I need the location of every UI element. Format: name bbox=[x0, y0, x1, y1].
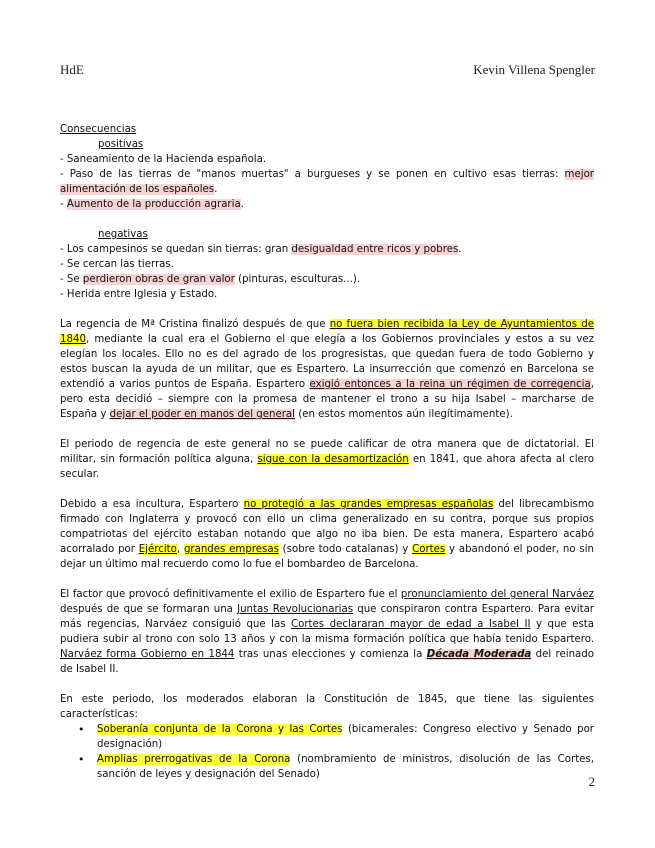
highlight-yellow: no protegió a las grandes empresas españolas bbox=[243, 499, 494, 510]
positive-line-1: - Saneamiento de la Hacienda española. bbox=[60, 154, 267, 165]
highlight-yellow: grandes empresas bbox=[183, 544, 279, 555]
highlight-pink: Década Moderada bbox=[426, 649, 532, 660]
page-number: 2 bbox=[588, 774, 595, 789]
section-title: Consecuencias bbox=[60, 124, 137, 135]
paragraph-constitucion-intro: En este periodo, los moderados elaboran la Constitución de 1845, que tiene las siguientes características: bbox=[60, 694, 594, 720]
underlined-text: Juntas Revolucionarias bbox=[237, 604, 354, 615]
negative-line-2: - Se cercan las tierras. bbox=[60, 259, 174, 270]
positive-line-2: - Paso de las tierras de "manos muertas" a burgueses y se ponen en cultivo esas tierras: mejor alimentación de los españoles. bbox=[60, 169, 594, 195]
highlight-pink: dejar el poder en manos del general bbox=[109, 409, 295, 420]
paragraph-narvaez: El factor que provocó definitivamente el exilio de Espartero fue el pronunciamiento del general Narváez después de que se formaran una Juntas Revolucionarias que conspiraron contra Espartero. Para evitar más regencias, Narváez consiguió que las Cortes declararan mayor de edad a Isabel II y que esta pudiera subir al trono con solo 13 años y con la misma formación política que había tenido Espartero. Narváez forma Gobierno en 1844 tras unas elecciones y comienza la Década Moderada del reinado de Isabel II. bbox=[60, 589, 594, 675]
underlined-text: Narváez forma Gobierno en 1844 bbox=[60, 649, 235, 660]
paragraph-regencia: La regencia de Mª Cristina finalizó después de que no fuera bien recibida la Ley de Ayuntamientos de 1840, mediante la cual era el Gobierno el que elegía a los Gobiernos provinciales y estos a su vez elegían los locales. Ello no es del agrado de los progresistas, que quedan fuera de todo Gobierno y estos buscan la ayuda de un militar, que es Espartero. La insurrección que comenzó en Barcelona se extendió a varios puntos de España. Espartero exigió entonces a la reina un régimen de corregencia, pero esta decidió – siempre con la promesa de mantener el trono a su hija Isabel – marcharse de España y dejar el poder en manos del general (en estos momentos aún ilegítimamente). bbox=[60, 319, 594, 420]
subsection-positivas: positivas bbox=[98, 139, 144, 150]
highlight-pink: exigió entonces a la reina un régimen de corregencia bbox=[309, 379, 591, 390]
highlight-yellow: Cortes bbox=[412, 544, 446, 555]
highlight-pink: mejor alimentación de los españoles bbox=[60, 169, 594, 195]
highlight-pink: Aumento de la producción agraria bbox=[66, 199, 241, 210]
highlight-yellow: sigue con la desamortización bbox=[257, 454, 409, 465]
underlined-text: pronunciamiento del general Narváez bbox=[400, 589, 594, 600]
highlight-yellow: Soberanía conjunta de la Corona y las Cortes bbox=[97, 724, 343, 735]
highlight-yellow: Amplias prerrogativas de la Corona bbox=[97, 754, 291, 765]
list-item: • Soberanía conjunta de la Corona y las Cortes (bicamerales: Congreso electivo y Senado por designación) bbox=[97, 722, 594, 752]
negative-line-3: - Se perdieron obras de gran valor (pinturas, esculturas...). bbox=[60, 274, 361, 285]
highlight-pink: perdieron obras de gran valor bbox=[82, 274, 235, 285]
negative-line-1: - Los campesinos se quedan sin tierras: gran desigualdad entre ricos y pobres. bbox=[60, 244, 462, 255]
highlight-yellow: no fuera bien recibida la Ley de Ayuntamientos de 1840 bbox=[60, 319, 594, 345]
header-left: HdE bbox=[60, 62, 84, 77]
paragraph-dictatorial: El periodo de regencia de este general no se puede calificar de otra manera que de dictatorial. El militar, sin formación política alguna, sigue con la desamortización en 1841, que ahora afecta al clero secular. bbox=[60, 439, 594, 480]
underlined-text: Cortes declararan mayor de edad a Isabel II bbox=[291, 619, 531, 630]
document-body bbox=[60, 122, 594, 782]
highlight-yellow: Ejército bbox=[138, 544, 177, 555]
highlight-pink: desigualdad entre ricos y pobres bbox=[291, 244, 459, 255]
header-right: Kevin Villena Spengler bbox=[473, 62, 595, 77]
positive-line-3: - Aumento de la producción agraria. bbox=[60, 199, 244, 210]
paragraph-incultura: Debido a esa incultura, Espartero no protegió a las grandes empresas españolas del librecambismo firmado con Inglaterra y provocó con ello un clima generalizado en su contra, porque sus propios compatriotas del ejército estaban notando que algo no iba bien. De esta manera, Espartero acabó acorralado por Ejército, grandes empresas (sobre todo catalanas) y Cortes y abandonó el poder, no sin dejar un último mal recuerdo como lo fue el bombardeo de Barcelona. bbox=[60, 499, 595, 570]
subsection-negativas: negativas bbox=[98, 229, 148, 240]
negative-line-4: - Herida entre Iglesia y Estado. bbox=[60, 289, 218, 300]
list-item: • Amplias prerrogativas de la Corona (nombramiento de ministros, disolución de las Cortes, sanción de leyes y designación del Senado) bbox=[97, 752, 594, 782]
characteristics-list bbox=[60, 722, 594, 782]
